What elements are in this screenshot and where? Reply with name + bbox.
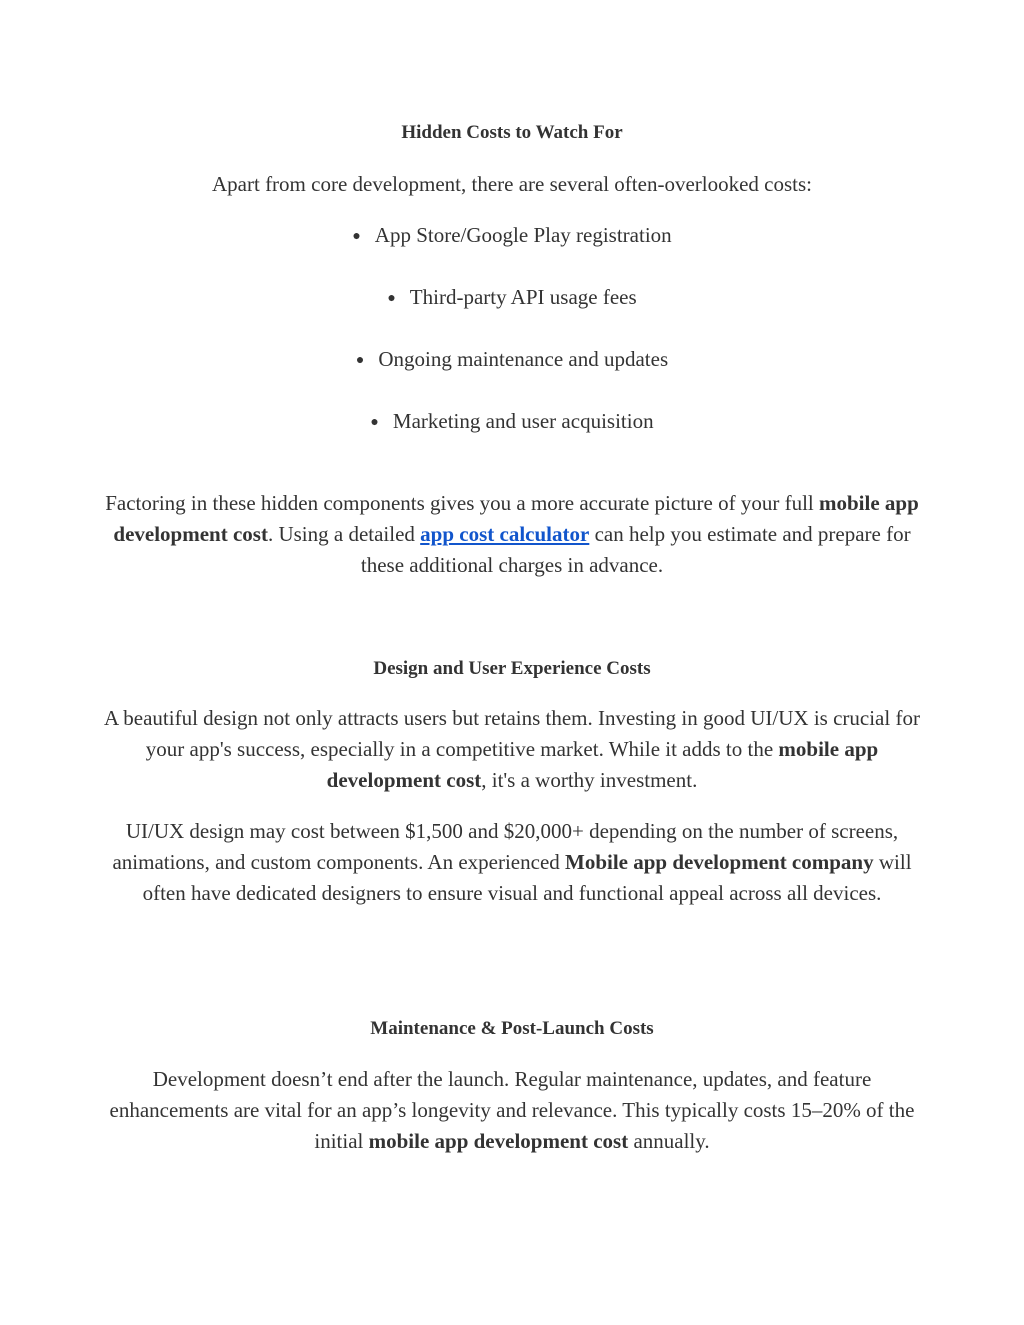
bold-keyword: mobile app development cost (113, 491, 919, 546)
list-item (100, 407, 924, 437)
list-item-text: Marketing and user acquisition (392, 409, 654, 433)
paragraph-text: , it's a worthy investment. (481, 768, 698, 792)
paragraph-text: can help you estimate and prepare for these additional charges in advance. (360, 522, 911, 577)
paragraph-text: will often have dedicated designers to ensure visual and functional appeal across all devices. (142, 850, 912, 905)
paragraph-text: Development doesn’t end after the launch. Regular maintenance, updates, and feature enhancements are vital for an app’s longevity and relevance. This typically costs 15–20% of the initial (109, 1067, 915, 1153)
bold-keyword: Mobile app development company (565, 850, 874, 874)
paragraph-text: annually. (628, 1129, 710, 1153)
section-heading-design-ux: Design and User Experience Costs (373, 658, 651, 679)
bold-keyword: mobile app development cost (368, 1129, 629, 1153)
section-heading-maintenance: Maintenance & Post-Launch Costs (370, 1018, 654, 1039)
paragraph-text: . Using a detailed (267, 522, 421, 546)
hidden-costs-closing-paragraph (100, 488, 924, 581)
list-item (100, 221, 924, 251)
bullet-icon: ● (387, 291, 396, 306)
design-ux-paragraph-2 (100, 816, 924, 909)
app-cost-calculator-link[interactable]: app cost calculator (420, 522, 590, 546)
bold-keyword: mobile app development cost (326, 737, 879, 792)
list-item-text: Third-party API usage fees (409, 285, 637, 309)
list-item-text: App Store/Google Play registration (374, 223, 672, 247)
bullet-icon: ● (355, 353, 365, 368)
bullet-icon: ● (352, 229, 361, 244)
paragraph-text: A beautiful design not only attracts users but retains them. Investing in good UI/UX is crucial for your app's success, especially in a competitive market. While it adds to the (104, 706, 920, 761)
paragraph-text: Factoring in these hidden components gives you a more accurate picture of your full (105, 491, 819, 515)
bullet-icon: ● (370, 415, 379, 430)
list-item-text: Ongoing maintenance and updates (378, 347, 669, 371)
list-item (100, 345, 924, 375)
design-ux-paragraph-1 (100, 703, 924, 796)
list-item (100, 283, 924, 313)
section-heading-hidden-costs: Hidden Costs to Watch For (401, 122, 623, 143)
maintenance-paragraph (100, 1064, 924, 1157)
hidden-costs-intro: Apart from core development, there are several often-overlooked costs: (212, 172, 812, 196)
paragraph-text: UI/UX design may cost between $1,500 and $20,000+ depending on the number of screens, animations, and custom components. An experienced (112, 819, 899, 874)
